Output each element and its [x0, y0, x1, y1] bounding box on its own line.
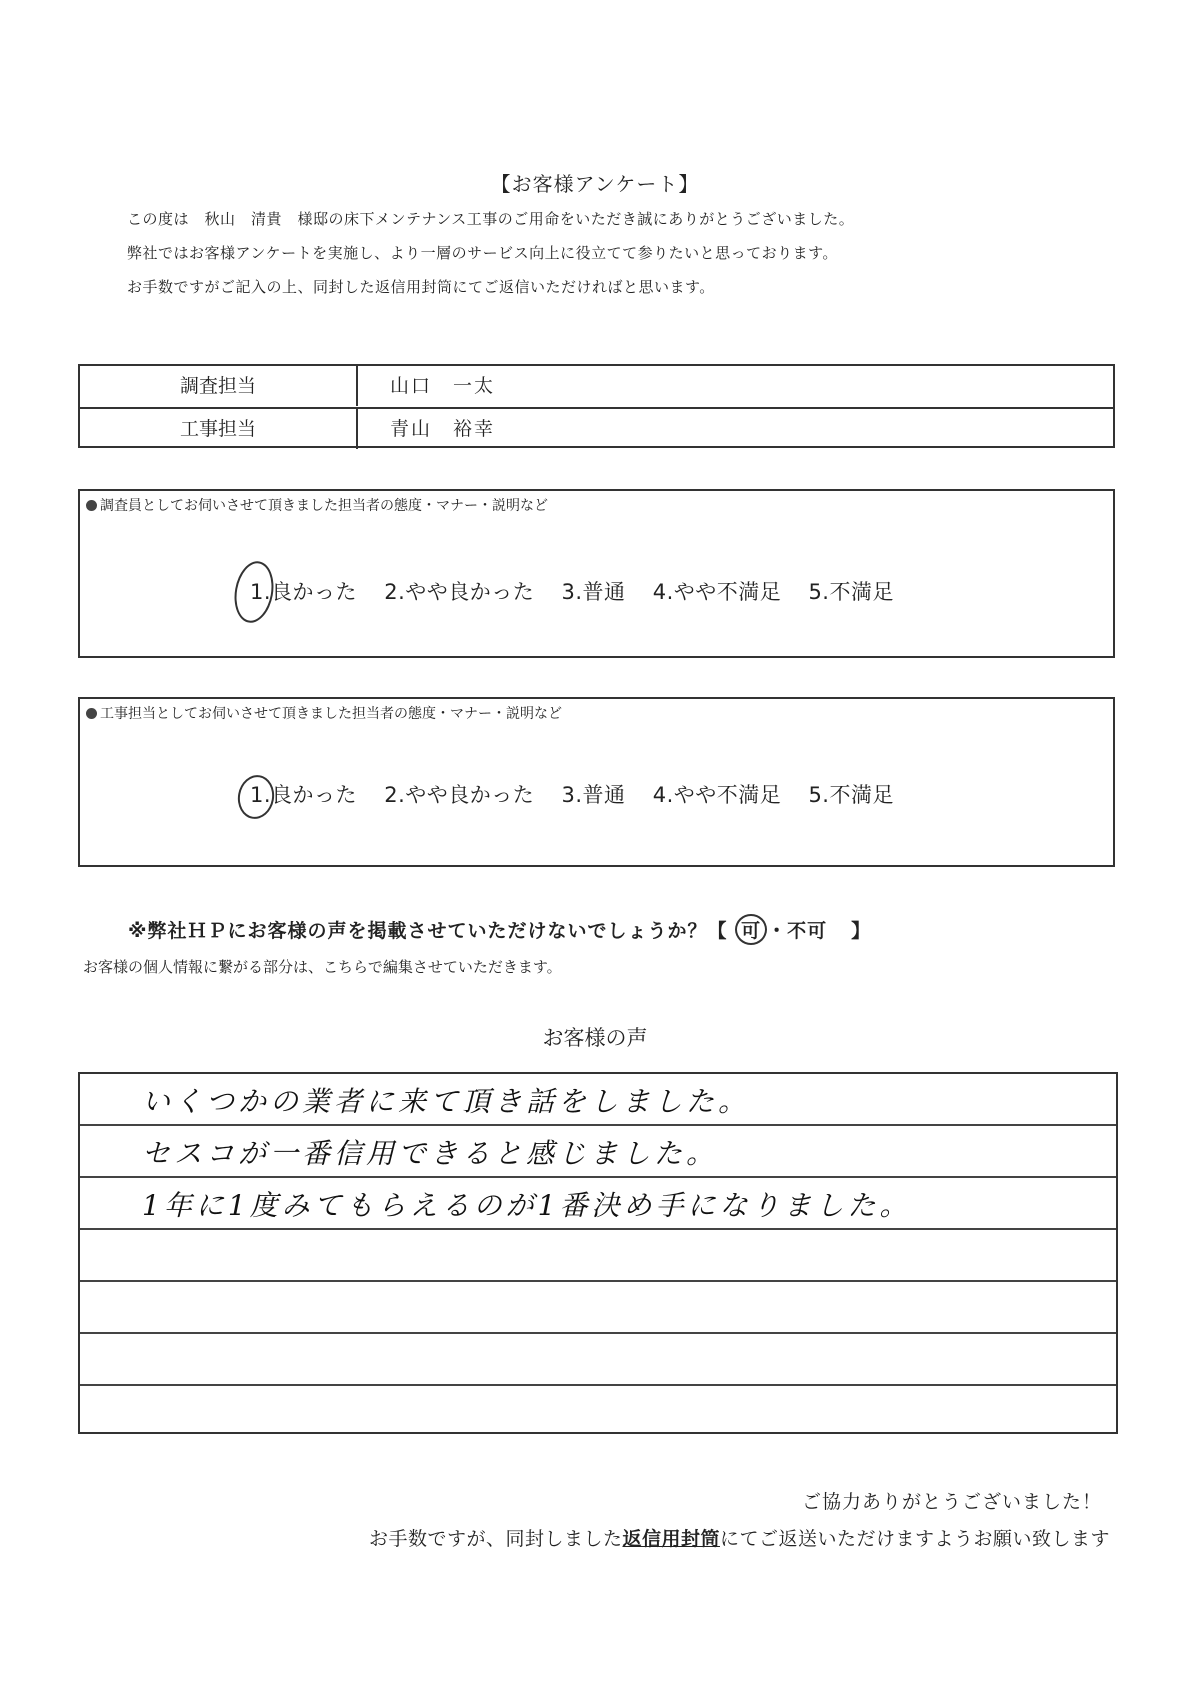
hp-consent-label: ※弊社ＨＰにお客様の声を掲載させていただけないでしょうか？【: [128, 920, 728, 942]
voice-line[interactable]: [80, 1230, 1116, 1282]
rating-option-4[interactable]: 4.やや不満足: [652, 580, 782, 604]
voice-line[interactable]: [80, 1282, 1116, 1334]
voice-line[interactable]: [80, 1126, 1116, 1178]
voice-line[interactable]: [80, 1178, 1116, 1230]
survey-staff-row: [80, 366, 1113, 406]
bullet-icon: [86, 500, 97, 511]
rating-options: [250, 779, 914, 809]
rating-option-1[interactable]: 1.良かった: [250, 783, 358, 807]
return-note-pre: お手数ですが、同封しました: [368, 1528, 623, 1550]
question-label: 工事担当としてお伺いさせて頂きました担当者の態度・マナー・説明など: [100, 706, 562, 722]
survey-staff-label: 調査担当: [80, 366, 358, 406]
question-survey-staff: [78, 489, 1115, 658]
rating-option-2[interactable]: 2.やや良かった: [384, 580, 535, 604]
voice-line-text: セスコが一番信用できると感じました。: [142, 1137, 719, 1170]
voice-line[interactable]: [80, 1386, 1116, 1434]
rating-option-3[interactable]: 3.普通: [561, 783, 626, 807]
hp-consent-note: お客様の個人情報に繋がる部分は、こちらで編集させていただきます。: [83, 958, 562, 976]
thanks-message: ご協力ありがとうございました！: [801, 1491, 1102, 1513]
rating-option-1[interactable]: 1.良かった: [250, 580, 358, 604]
construction-staff-name: 青山 裕幸: [390, 418, 496, 440]
question-text: [86, 703, 562, 723]
question-construction-staff: [78, 697, 1115, 867]
return-note: [369, 1524, 1110, 1551]
voice-line-text: 1年に1度みてもらえるのが1番決め手になりました。: [142, 1189, 912, 1222]
bullet-icon: [86, 708, 97, 719]
construction-staff-label: 工事担当: [80, 409, 358, 449]
hp-consent-question: [128, 914, 871, 945]
selection-circle-mark: [230, 558, 278, 626]
rating-option-5[interactable]: 5.不満足: [808, 783, 894, 807]
return-note-post: にてご返送いただけますようお願い致します: [719, 1528, 1110, 1550]
intro-line-2: 弊社ではお客様アンケートを実施し、より一層のサービス向上に役立てて参りたいと思っております。: [127, 244, 838, 262]
rating-option-3[interactable]: 3.普通: [561, 580, 626, 604]
rating-option-5[interactable]: 5.不満足: [808, 580, 894, 604]
voice-line[interactable]: [80, 1334, 1116, 1386]
intro-line-3: お手数ですがご記入の上、同封した返信用封筒にてご返信いただければと思います。: [127, 278, 715, 296]
voice-line[interactable]: [80, 1074, 1116, 1126]
page-title: 【お客様アンケート】: [490, 172, 700, 196]
rating-option-4[interactable]: 4.やや不満足: [652, 783, 782, 807]
rating-options: [250, 576, 914, 606]
voice-line-text: いくつかの業者に来て頂き話をしました。: [142, 1085, 751, 1118]
intro-line-1: この度は 秋山 清貴 様邸の床下メンテナンス工事のご用命をいただき誠にありがとうございました。: [127, 210, 855, 228]
customer-voice-heading: お客様の声: [542, 1026, 648, 1050]
construction-staff-row: [80, 407, 1113, 449]
separator: ・: [767, 920, 788, 942]
rating-option-2[interactable]: 2.やや良かった: [384, 783, 535, 807]
return-envelope-text: 返信用封筒: [622, 1528, 720, 1550]
customer-voice-box: [78, 1072, 1118, 1434]
hp-consent-yes[interactable]: 可: [735, 914, 767, 945]
question-text: [86, 495, 548, 515]
hp-consent-no[interactable]: 不可: [787, 920, 828, 942]
staff-table: [78, 364, 1115, 448]
survey-staff-name: 山口 一太: [390, 375, 496, 397]
question-label: 調査員としてお伺いさせて頂きました担当者の態度・マナー・説明など: [100, 498, 548, 514]
bracket-close: 】: [851, 920, 872, 942]
